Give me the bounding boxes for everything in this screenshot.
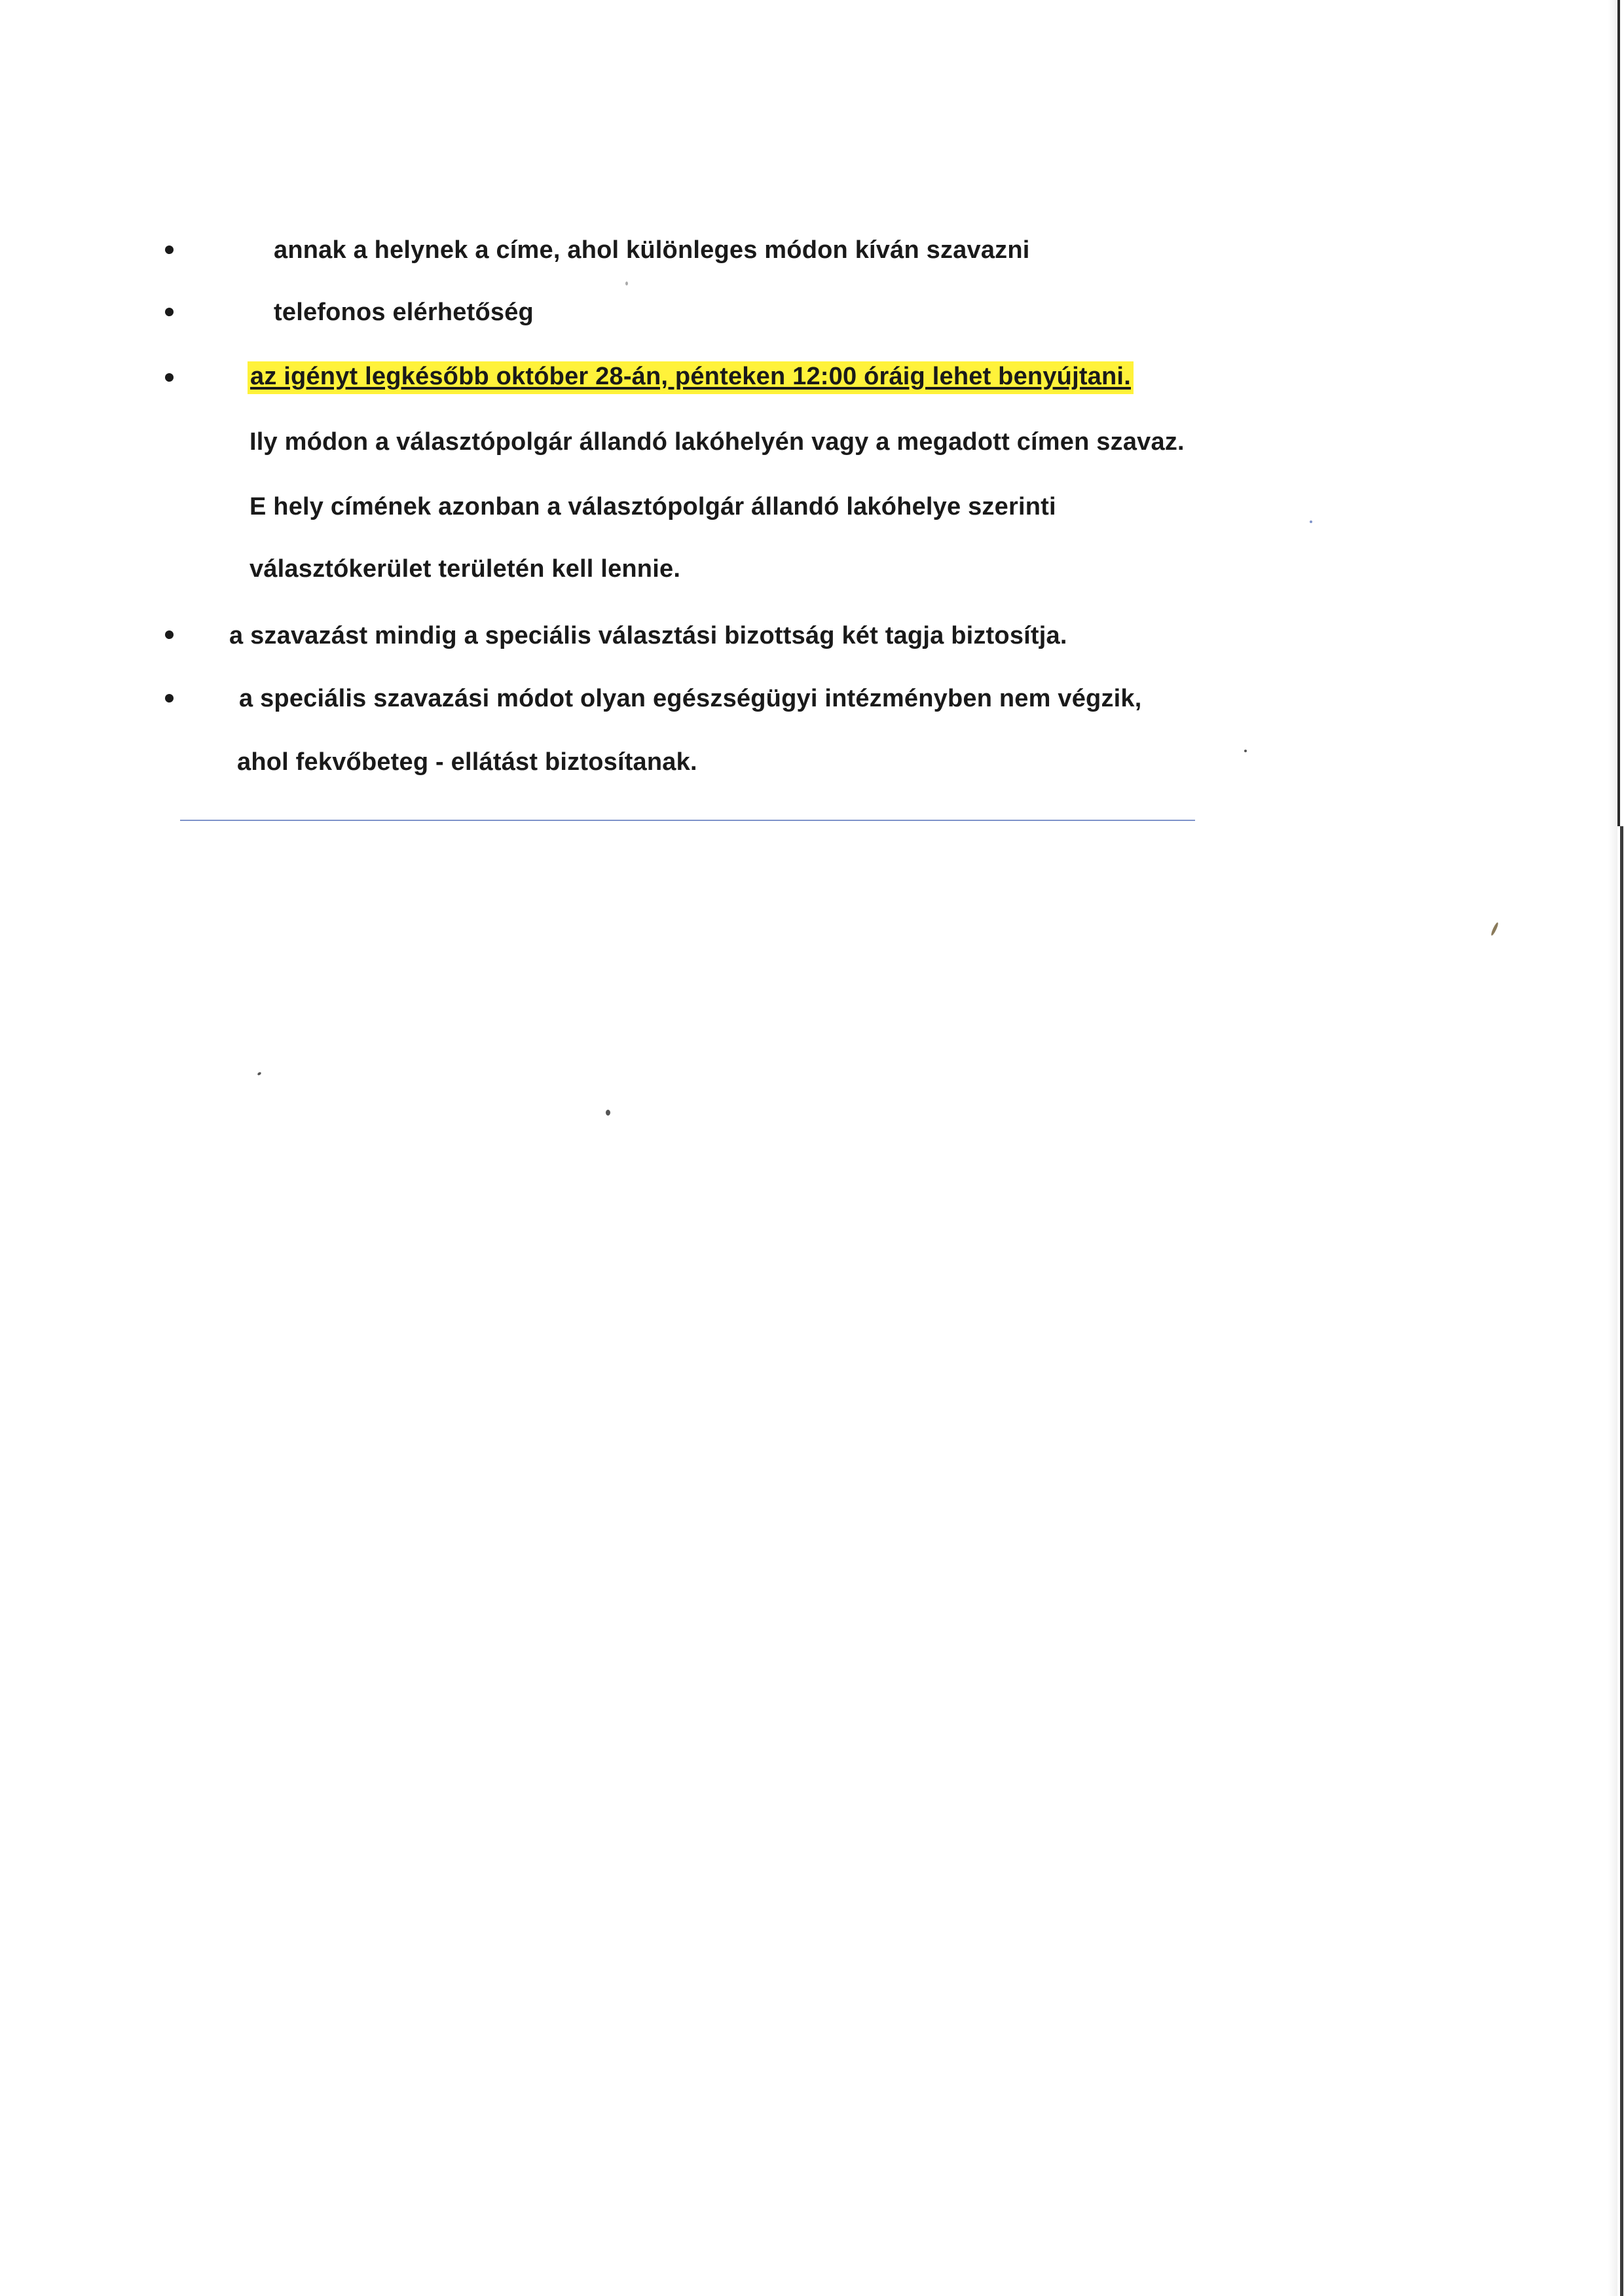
bullet-icon	[165, 246, 174, 254]
scan-speck	[257, 1072, 261, 1076]
scan-speck	[625, 282, 628, 285]
list-item-text: a speciális szavazási módot olyan egészségügyi intézményben nem végzik,	[239, 685, 1142, 712]
scan-speck	[1490, 922, 1500, 936]
horizontal-rule	[180, 820, 1195, 821]
list-item	[229, 623, 1067, 648]
scan-speck	[1244, 750, 1247, 752]
paragraph-text: Ily módon a választópolgár állandó lakóhelyén vagy a megadott címen szavaz.	[249, 428, 1185, 456]
paragraph-text: választókerület területén kell lennie.	[249, 555, 681, 583]
scan-speck	[1310, 520, 1312, 523]
list-item	[274, 238, 1030, 263]
bullet-icon	[165, 308, 174, 316]
scan-edge-shadow	[1608, 0, 1617, 2296]
paragraph-text: ahol fekvőbeteg - ellátást biztosítanak.	[237, 748, 697, 776]
bullet-icon	[165, 630, 174, 639]
list-item	[274, 300, 534, 325]
paragraph-line	[249, 556, 680, 581]
paragraph-line	[249, 429, 1185, 454]
highlighted-deadline-text: az igényt legkésőbb október 28-án, pénteken 12:00 óráig lehet benyújtani.	[248, 361, 1134, 394]
scan-edge	[1620, 826, 1623, 2296]
paragraph-line	[237, 750, 697, 774]
list-item-text: annak a helynek a címe, ahol különleges módon kíván szavazni	[274, 236, 1030, 264]
list-item-text: telefonos elérhetőség	[274, 299, 534, 326]
paragraph-text: E hely címének azonban a választópolgár állandó lakóhelye szerinti	[249, 493, 1056, 520]
list-item-deadline	[248, 364, 1134, 389]
scan-edge	[1617, 0, 1620, 826]
scan-speck	[606, 1110, 610, 1116]
bullet-icon	[165, 373, 174, 382]
list-item	[239, 686, 1142, 711]
bullet-icon	[165, 694, 174, 702]
list-item-text: a szavazást mindig a speciális választási bizottság két tagja biztosítja.	[229, 622, 1067, 649]
paragraph-line	[249, 494, 1056, 519]
